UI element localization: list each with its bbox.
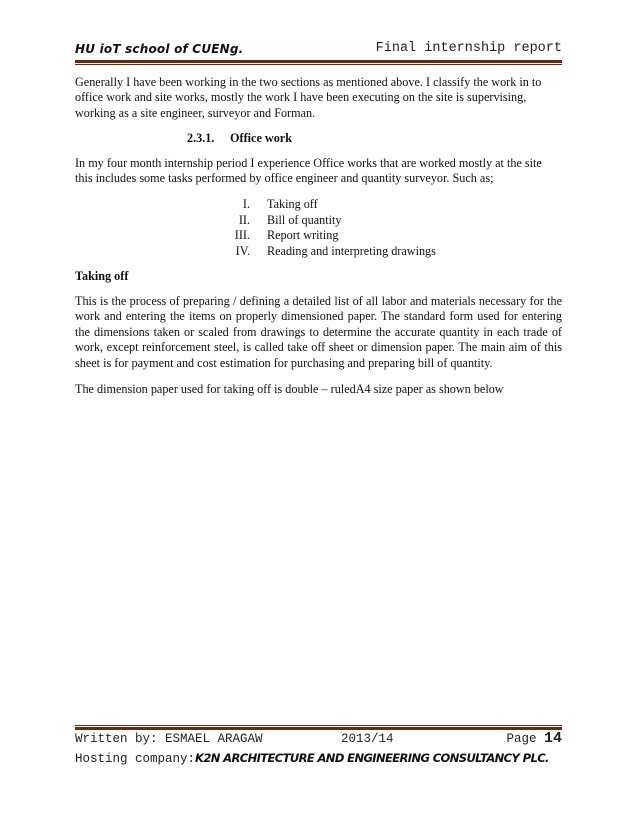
section-heading [187, 131, 292, 146]
office-work-paragraph: In my four month internship period I experience Office works that are worked mostly at the site this includes some tasks performed by office engineer and quantity surveyor. Such as; [75, 156, 542, 186]
footer-author: Written by: ESMAEL ARAGAW [75, 732, 263, 746]
list-item-text: Bill of quantity [267, 212, 342, 227]
page-label: Page [506, 732, 537, 746]
hosting-company: K2N ARCHITECTURE AND ENGINEERING CONSULTANCY PLC. [195, 751, 549, 765]
header-report-title: Final internship report [375, 41, 562, 56]
footer-year: 2013/14 [341, 732, 394, 746]
list-item [200, 244, 500, 260]
intro-paragraph: Generally I have been working in the two sections as mentioned above. I classify the work in to office work and site works, mostly the work I have been executing on the site is supervising, working as a site engineer, surveyor and Forman. [75, 75, 542, 120]
list-item-text: Report writing [267, 228, 339, 243]
footer-divider [75, 725, 562, 730]
office-task-list [200, 197, 500, 259]
hosting-label: Hosting company: [75, 752, 196, 766]
list-item-text: Reading and interpreting drawings [267, 243, 436, 258]
taking-off-paragraph: This is the process of preparing / defining a detailed list of all labor and materials necessary for the work and entering the items on properly dimensioned paper. The standard form used for entering the dimensions taken or scaled from drawings to determine the accurate quantity in each trade of work, except reinforcement steel, is called take off sheet or dimension paper. The main aim of this sheet is for payment and cost estimation for purchasing and preparing bill of quantity. [75, 294, 562, 370]
list-item-text: Taking off [267, 197, 318, 211]
dimension-paper-paragraph: The dimension paper used for taking off is double – ruledA4 size paper as shown below [75, 382, 504, 396]
section-title: Office work [230, 131, 292, 145]
page-number: 14 [543, 730, 562, 747]
list-item-number: II. [238, 212, 250, 227]
page-header [75, 40, 562, 62]
list-item-number: III. [234, 228, 250, 243]
header-divider [75, 60, 562, 65]
list-item-number: IV. [235, 243, 250, 258]
list-item [200, 197, 500, 213]
list-item [200, 213, 500, 229]
header-school: HU ioT school of CUENg. [75, 42, 244, 56]
taking-off-heading: Taking off [75, 269, 129, 283]
footer-page [506, 730, 562, 747]
list-item-number: I. [242, 197, 250, 211]
list-item [200, 228, 500, 244]
section-number: 2.3.1. [187, 131, 215, 145]
page-footer [75, 732, 562, 772]
